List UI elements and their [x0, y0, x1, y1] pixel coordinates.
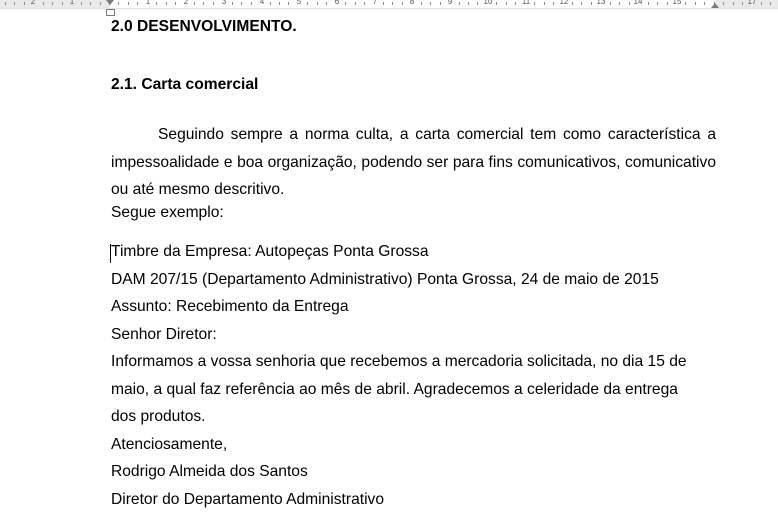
ruler-number: 12	[559, 0, 569, 6]
ruler-number: 7	[372, 0, 378, 6]
ruler-tick	[326, 2, 327, 5]
ruler-tick	[610, 2, 611, 5]
heading-desenvolvimento: 2.0 DESENVOLVIMENTO.	[111, 18, 297, 35]
ruler-number: 6	[334, 0, 340, 6]
ruler-tick	[345, 2, 346, 5]
ruler-tick	[619, 2, 620, 5]
ruler-tick	[355, 2, 356, 5]
ruler-tick	[52, 2, 53, 5]
ruler-tick	[241, 2, 242, 5]
ruler-tick	[591, 2, 592, 5]
ruler-tick	[704, 2, 705, 5]
ruler-tick	[128, 2, 129, 5]
ruler-tick	[270, 2, 271, 5]
ruler-tick	[251, 2, 252, 5]
ruler-tick	[506, 2, 507, 5]
heading-carta-comercial: 2.1. Carta comercial	[111, 76, 259, 93]
ruler-number: 4	[259, 0, 265, 6]
ruler-tick	[5, 2, 6, 5]
ruler-number: 13	[596, 0, 606, 6]
ruler-tick	[553, 2, 554, 5]
ruler-number: 1	[69, 0, 75, 6]
ruler-tick	[137, 2, 138, 5]
ruler-number: 11	[521, 0, 531, 6]
ruler-tick	[468, 2, 469, 5]
right-indent-marker[interactable]	[711, 3, 719, 8]
ruler-tick	[166, 2, 167, 5]
ruler-tick	[515, 2, 516, 5]
ruler-tick	[175, 2, 176, 5]
ruler-number: 15	[672, 0, 682, 6]
ruler-tick	[213, 2, 214, 5]
ruler-tick	[307, 2, 308, 5]
letter-signer-title: Diretor do Departamento Administrativo	[111, 491, 385, 508]
ruler-tick	[440, 2, 441, 5]
ruler-tick	[383, 2, 384, 5]
ruler-tick	[534, 2, 535, 5]
ruler-tick	[203, 2, 204, 5]
ruler-tick	[629, 2, 630, 5]
ruler-tick	[90, 2, 91, 5]
text-cursor	[110, 244, 111, 263]
ruler-number: 10	[483, 0, 493, 6]
ruler-tick	[761, 2, 762, 5]
ruler-tick	[723, 2, 724, 5]
ruler-tick	[43, 2, 44, 5]
ruler-tick	[24, 2, 25, 5]
letter-body-line: maio, a qual faz referência ao mês de abril. Agradecemos a celeridade da entrega	[111, 381, 678, 398]
letter-body-line: Informamos a vossa senhoria que recebemos a mercadoria solicitada, no dia 15 de	[111, 353, 687, 370]
letter-reference-line: DAM 207/15 (Departamento Administrativo) Ponta Grossa, 24 de maio de 2015	[111, 271, 659, 288]
ruler-tick	[685, 2, 686, 5]
ruler-tick	[232, 2, 233, 5]
ruler-tick	[648, 2, 649, 5]
ruler-tick	[742, 2, 743, 5]
ruler-number: 14	[633, 0, 643, 6]
first-line-indent-marker[interactable]	[106, 0, 114, 5]
ruler-tick	[581, 2, 582, 5]
ruler-tick	[279, 2, 280, 5]
letter-subject: Assunto: Recebimento da Entrega	[111, 298, 349, 315]
ruler-tick	[62, 2, 63, 5]
ruler-number: 9	[447, 0, 453, 6]
ruler-tick	[402, 2, 403, 5]
ruler-tick	[317, 2, 318, 5]
ruler-tick	[770, 2, 771, 5]
ruler-tick	[100, 2, 101, 5]
letter-body-line: dos produtos.	[111, 408, 206, 425]
ruler-tick	[194, 2, 195, 5]
ruler-number: 3	[221, 0, 227, 6]
ruler-tick	[695, 2, 696, 5]
ruler-tick	[459, 2, 460, 5]
ruler-tick	[572, 2, 573, 5]
ruler-number: 8	[409, 0, 415, 6]
ruler-left-margin	[0, 0, 110, 8]
left-indent-marker[interactable]	[106, 9, 115, 16]
ruler-tick	[496, 2, 497, 5]
ruler-tick	[477, 2, 478, 5]
ruler-tick	[118, 2, 119, 5]
ruler-tick	[430, 2, 431, 5]
intro-paragraph: Seguindo sempre a norma culta, a carta comercial tem como característica a impessoalidade e boa organização, podendo ser para fins comunicativos, comunicativo ou até mesmo descritivo.	[111, 126, 716, 198]
letter-closing: Atenciosamente,	[111, 436, 228, 453]
ruler-tick	[392, 2, 393, 5]
ruler-tick	[288, 2, 289, 5]
ruler-tick	[81, 2, 82, 5]
ruler-tick	[14, 2, 15, 5]
horizontal-ruler[interactable]	[0, 0, 778, 9]
ruler-tick	[733, 2, 734, 5]
ruler-number: 1	[145, 0, 151, 6]
ruler-tick	[667, 2, 668, 5]
letter-signer-name: Rodrigo Almeida dos Santos	[111, 463, 308, 480]
ruler-tick	[364, 2, 365, 5]
ruler-tick	[156, 2, 157, 5]
ruler-number: 5	[296, 0, 302, 6]
ruler-tick	[657, 2, 658, 5]
ruler-number: 2	[30, 0, 36, 6]
ruler-number: 17	[747, 0, 757, 6]
letter-salutation: Senhor Diretor:	[111, 326, 217, 343]
ruler-tick	[544, 2, 545, 5]
example-label: Segue exemplo:	[111, 204, 224, 221]
ruler-number: 2	[183, 0, 189, 6]
letter-letterhead: Timbre da Empresa: Autopeças Ponta Grossa	[111, 243, 429, 260]
ruler-tick	[421, 2, 422, 5]
